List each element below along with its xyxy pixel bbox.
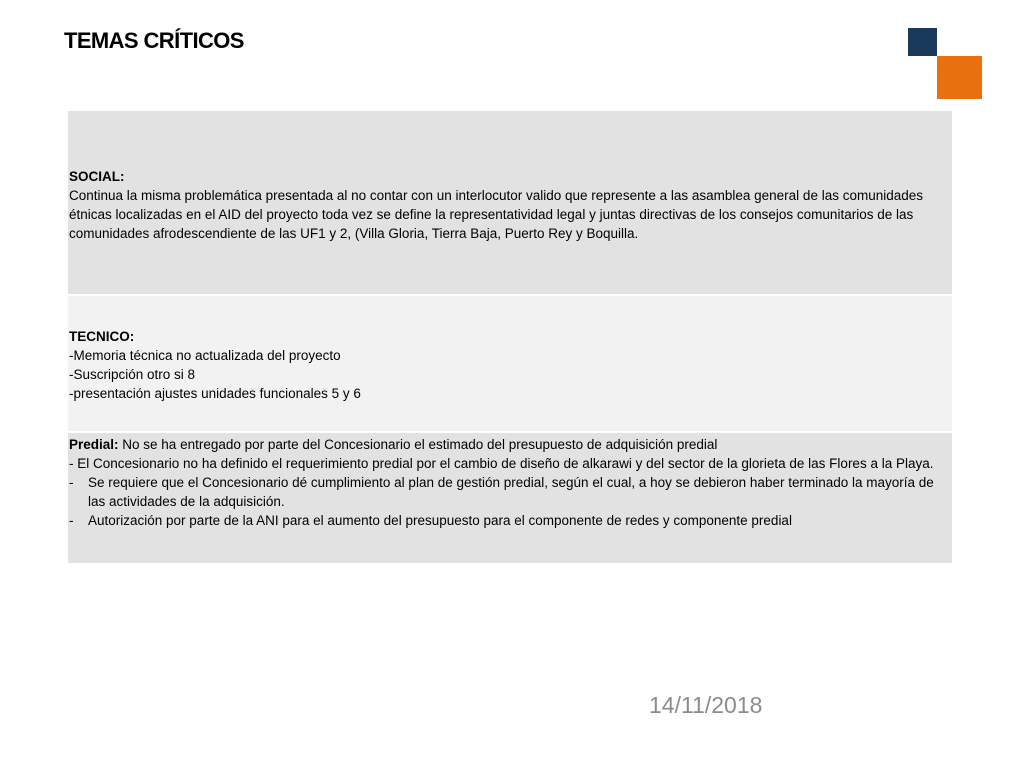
predial-row	[68, 431, 952, 563]
predial-intro-text: No se ha entregado por parte del Concesionario el estimado del presupuesto de adquisición predial	[118, 437, 718, 452]
social-heading: SOCIAL:	[69, 169, 125, 184]
decorative-navy-square	[908, 28, 937, 56]
decorative-orange-square	[937, 56, 982, 99]
bullet-text: Se requiere que el Concesionario dé cumplimiento al plan de gestión predial, según el cual, a hoy se debieron haber terminado la mayoría de las actividades de la adquisición.	[88, 475, 934, 509]
predial-heading: Predial:	[69, 437, 119, 452]
bullet-marker: -	[69, 513, 74, 528]
critical-topics-table	[68, 111, 952, 563]
tecnico-heading: TECNICO:	[69, 329, 135, 344]
slide-date: 14/11/2018	[649, 692, 763, 718]
tecnico-line: -Memoria técnica no actualizada del proyecto	[69, 348, 341, 363]
bullet-text: Autorización por parte de la ANI para el aumento del presupuesto para el componente de redes y componente predial	[88, 513, 792, 528]
predial-bullet	[69, 473, 949, 511]
tecnico-line: -Suscripción otro si 8	[69, 367, 196, 382]
slide-title: TEMAS CRÍTICOS	[64, 28, 244, 53]
social-row	[68, 111, 952, 294]
predial-bullet	[69, 511, 949, 530]
tecnico-row	[68, 294, 952, 431]
predial-line: - El Concesionario no ha definido el requerimiento predial por el cambio de diseño de alkarawi y del sector de la glorieta de las Flores a la Playa.	[69, 456, 934, 471]
tecnico-line: -presentación ajustes unidades funcionales 5 y 6	[69, 386, 361, 401]
bullet-marker: -	[69, 475, 74, 490]
social-body: Continua la misma problemática presentada al no contar con un interlocutor valido que represente a las asamblea general de las comunidades étnicas localizadas en el AID del proyecto toda vez se define la representatividad legal y juntas directivas de los consejos comunitarios de las comunidades afrodescendiente de las UF1 y 2, (Villa Gloria, Tierra Baja, Puerto Rey y Boquilla.	[69, 188, 924, 241]
predial-intro-line	[69, 435, 949, 454]
